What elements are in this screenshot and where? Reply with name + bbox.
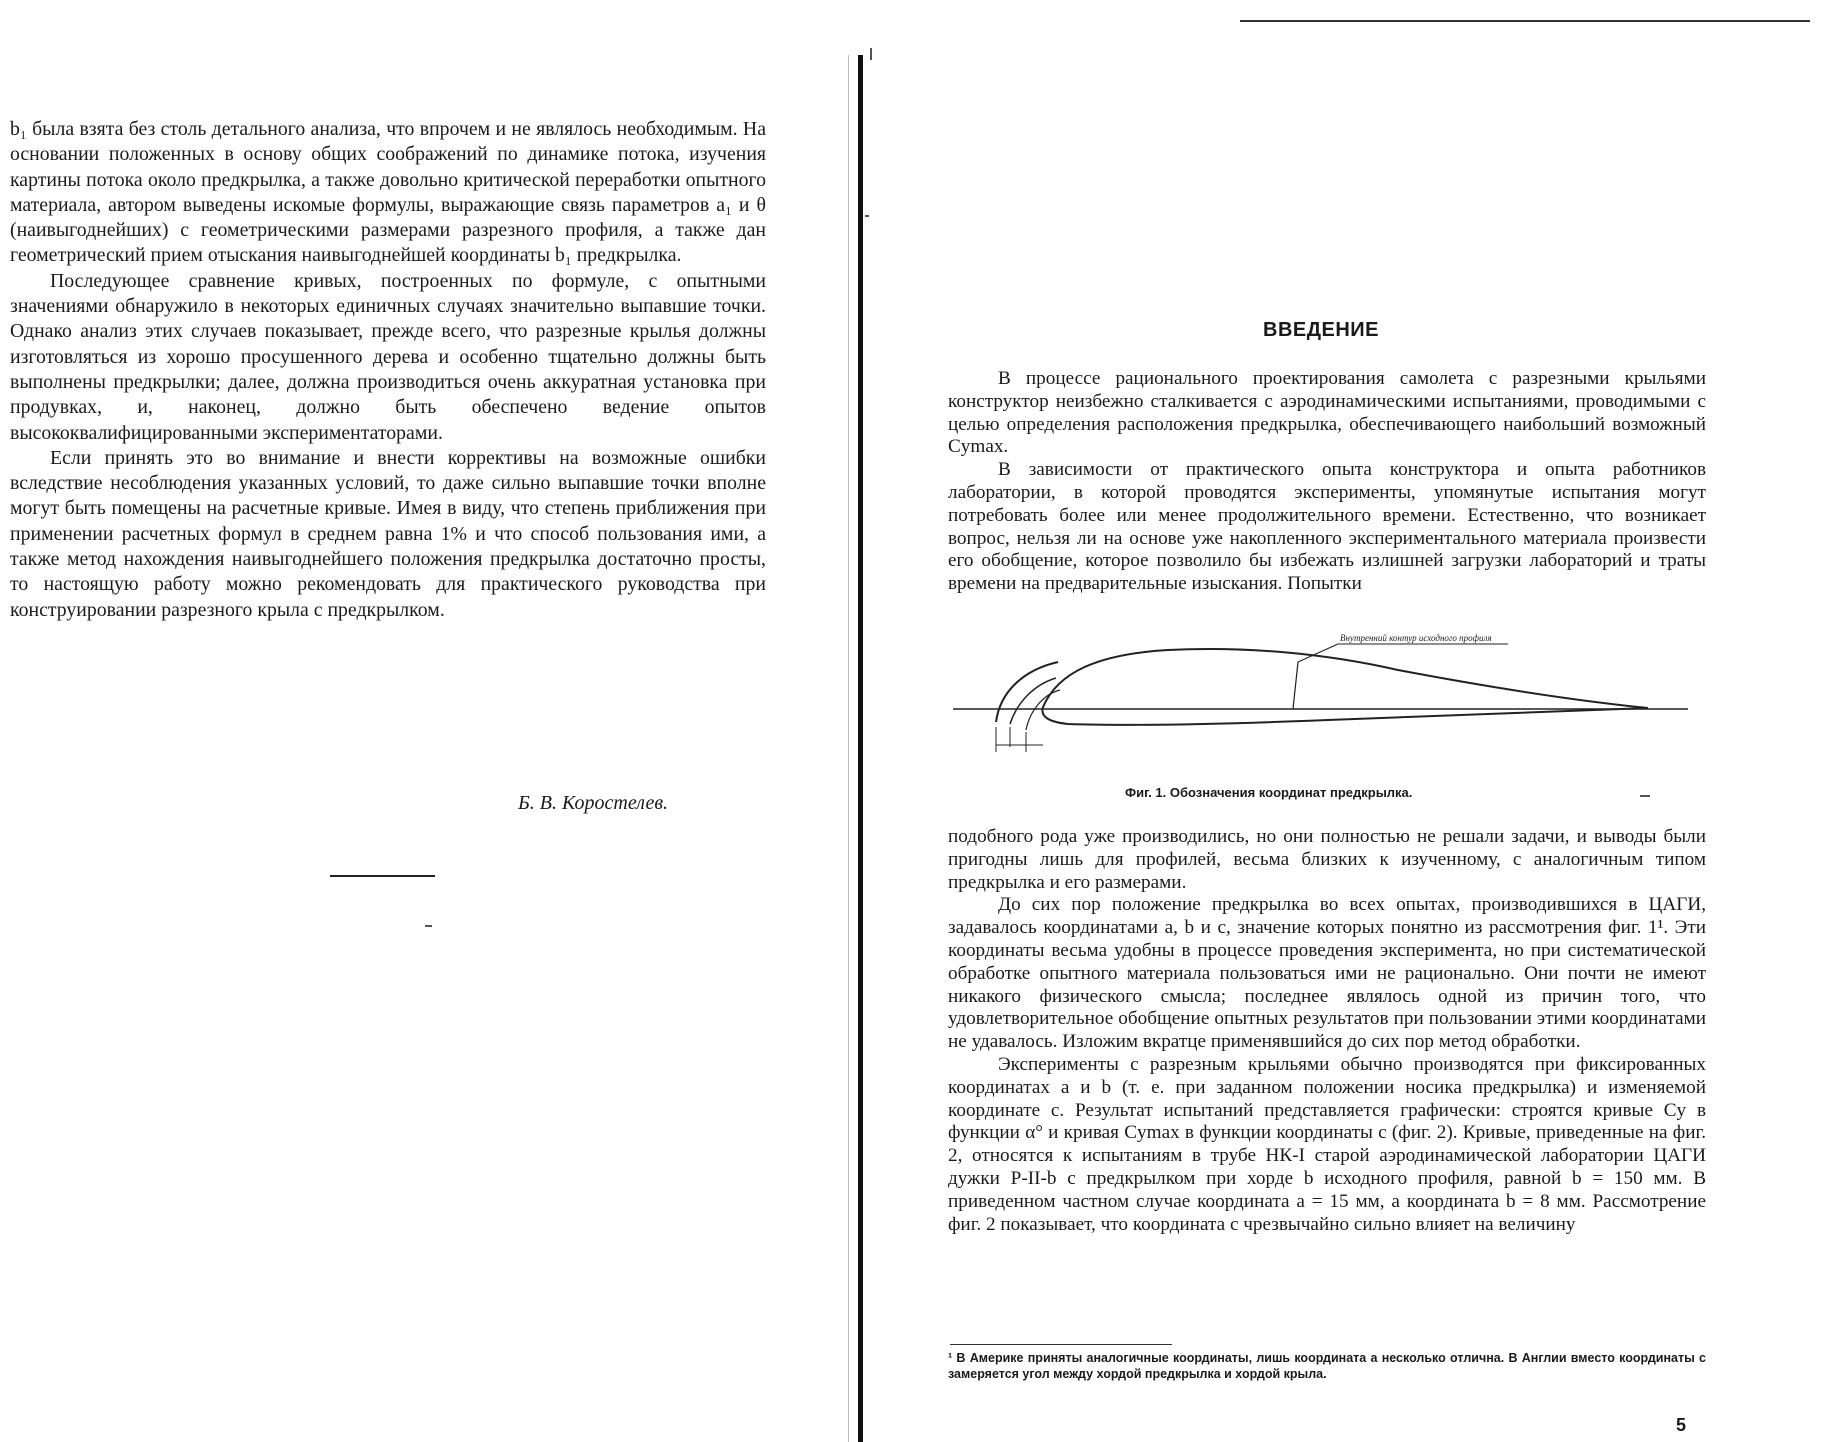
left-page <box>0 0 850 1442</box>
left-paragraph-3: Если принять это во внимание и внести коррективы на возможные ошибки вследствие несоблюдения указанных условий, то даже сильно выпавшие точки вполне могут быть помещены на расчетные кривые. Имея в виду, что степень приближения при применении расчетных формул в среднем равна 1% и что способ пользования ими, а также метод нахождения наивыгоднейшего положения предкрылка достаточно просты, то настоящую работу можно рекомендовать для практического руководства при конструировании разрезного крыла с предкрылком. <box>10 446 766 621</box>
airfoil-outline <box>1042 649 1648 725</box>
airfoil-diagram <box>948 632 1693 792</box>
right-paragraph-4: До сих пор положение предкрылка во всех опытах, производившихся в ЦАГИ, задавалось координатами a, b и c, значение которых понятно из рассмотрения фиг. 1¹. Эти координаты весьма удобны в процессе проведения эксперимента, но при систематической обработке опытного материала пользоваться ими не рационально. Они почти не имеют никакого физического смысла; последнее являлось одной из причин того, что удовлетворительное обобщение опытных результатов при пользовании этими координатами не удавалось. Изложим вкратце применявшийся до сих пор метод обработки. <box>948 894 1706 1053</box>
footnote: ¹ В Америке приняты аналогичные координаты, лишь координата a несколько отлична. В Англии вместо координаты c замеряется угол между хордой предкрылка и хордой крыла. <box>948 1351 1706 1381</box>
scan-speck <box>865 215 869 217</box>
book-gutter-shadow <box>848 55 849 1442</box>
slat-inner <box>1010 678 1056 724</box>
max-thickness-line <box>1293 662 1298 709</box>
slat-outer <box>996 662 1058 722</box>
author-signature: Б. В. Коростелев. <box>518 792 669 814</box>
page-title: ВВЕДЕНИЕ <box>1263 319 1379 341</box>
figure-caption: Фиг. 1. Обозначения координат предкрылка. <box>1125 785 1413 800</box>
left-body-text <box>10 117 766 623</box>
right-paragraph-5: Эксперименты с разрезным крыльями обычно производятся при фиксированных координатах a и b (т. е. при заданном положении носика предкрылка) и изменяемой координате c. Результат испытаний представляется графически: строятся кривые Cу в функции α° и кривая Cуmax в функции координаты c (фиг. 2). Кривые, приведенные на фиг. 2, относятся к испытаниям в трубе НК-I старой аэродинамической лаборатории ЦАГИ дужки Р-II-b с предкрылком при хорде b исходного профиля, равной b = 150 мм. В приведенном частном случае координата a = 15 мм, а координата b = 8 мм. Рассмотрение фиг. 2 показывает, что координата c чрезвычайно сильно влияет на величину <box>948 1053 1706 1235</box>
right-paragraph-2: В зависимости от практического опыта конструктора и опыта работников лаборатории, в которой проводятся эксперименты, упомянутые испытания могут потребовать более или менее продолжительного времени. Естественно, что возникает вопрос, нельзя ли на основе уже накопленного экспериментального материала произвести его обобщение, которое позволило бы избежать излишней загрузки лабораторий и траты времени на предварительные изыскания. Попытки <box>948 459 1706 595</box>
left-paragraph-1: b₁ была взята без столь детального анализа, что впрочем и не являлось необходимым. На основании положенных в основу общих соображений по динамике потока, изучения картины потока около предкрылка, а также довольно критической переработки опытного материала, автором выведены искомые формулы, выражающие связь параметров a₁ и θ (наивыгоднейших) с геометрическими размерами разрезного профиля, а также дан геометрический прием отыскания наивыгоднейшей координаты b₁ предкрылка. <box>10 118 766 267</box>
scan-speck <box>870 48 872 60</box>
figure-airfoil <box>948 632 1693 792</box>
footnote-rule <box>950 1344 1172 1345</box>
section-divider <box>330 875 435 877</box>
book-gutter <box>858 55 863 1442</box>
scan-speck <box>425 925 432 927</box>
figure-annotation: Внутренний контур исходного профиля <box>1340 633 1492 643</box>
top-rule <box>1240 20 1810 22</box>
right-body-text-bottom <box>948 826 1706 1236</box>
right-paragraph-3: подобного рода уже производились, но они полностью не решали задачи, и выводы были пригодны лишь для профилей, весьма близких к изученному, с аналогичным типом предкрылка и его размерами. <box>948 826 1706 893</box>
annotation-leader <box>1298 644 1338 662</box>
right-body-text-top <box>948 368 1706 596</box>
page-number: 5 <box>1676 1415 1687 1435</box>
right-paragraph-1: В процессе рационального проектирования самолета с разрезными крыльями конструктор неизбежно сталкивается с аэродинамическими испытаниями, проводимыми с целью определения расположения предкрылка, обеспечивающего наибольший возможный Cуmax. <box>948 368 1706 458</box>
left-paragraph-2: Последующее сравнение кривых, построенных по формуле, с опытными значениями обнаружило в некоторых единичных случаях значительно выпавшие точки. Однако анализ этих случаев показывает, прежде всего, что разрезные крылья должны изготовляться из хорошо просушенного дерева и особенно тщательно должны быть выполнены предкрылки; далее, должна производиться очень аккуратная установка при продувках, и, наконец, должно быть обеспечено ведение опытов высококвалифицированными экспериментаторами. <box>10 269 766 444</box>
scan-speck <box>1640 795 1650 797</box>
